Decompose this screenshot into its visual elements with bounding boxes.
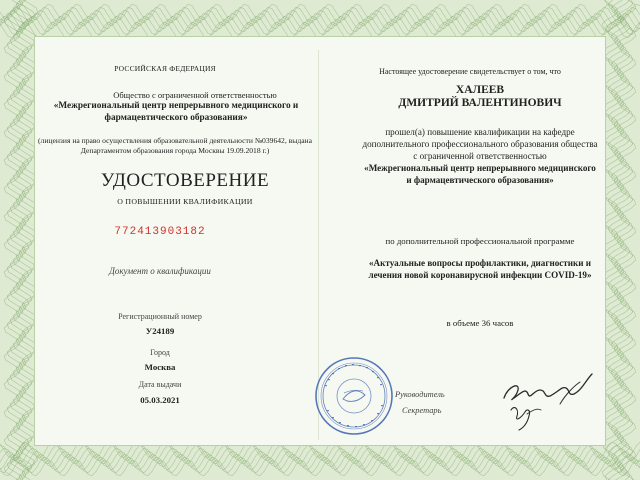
- holder-given-names: ДМИТРИЙ ВАЛЕНТИНОВИЧ: [398, 97, 562, 109]
- city-value: Москва: [144, 362, 176, 372]
- issue-date-value: 05.03.2021: [140, 395, 180, 405]
- holder-surname: ХАЛЕЕВ: [455, 84, 505, 96]
- federation-label: РОССИЙСКАЯ ФЕДЕРАЦИЯ: [114, 64, 216, 73]
- document-subtitle: О ПОВЫШЕНИИ КВАЛИФИКАЦИИ: [117, 197, 253, 206]
- secretary-signature: [505, 400, 545, 432]
- secretary-label: Секретарь: [402, 406, 442, 415]
- license-line2: Департаментом образования города Москвы 19.09.2018 г.): [80, 146, 270, 155]
- city-label: Город: [150, 348, 170, 357]
- program-intro: по дополнительной профессиональной программе: [385, 236, 575, 246]
- head-label: Руководитель: [395, 390, 445, 399]
- training-text-line3: с ограниченной ответственностью: [413, 151, 547, 161]
- document-type: Документ о квалификации: [109, 266, 211, 276]
- org-name-line1: «Межрегиональный центр непрерывного медицинского и: [53, 101, 299, 111]
- course-title-line1: «Актуальные вопросы профилактики, диагностики и: [369, 258, 591, 268]
- course-title-line2: лечения новой коронавирусной инфекции COVID-19»: [368, 270, 592, 280]
- course-hours: в объеме 36 часов: [446, 318, 514, 328]
- training-text-line4: «Межрегиональный центр непрерывного медицинского: [364, 163, 596, 173]
- document-title: УДОСТОВЕРЕНИЕ: [100, 170, 270, 191]
- training-text-line5: и фармацевтического образования»: [406, 175, 554, 185]
- license-line1: (лицензия на право осуществления образовательной деятельности №039642, выдана: [38, 136, 312, 145]
- serial-number: 772413903182: [114, 226, 206, 238]
- organization-seal: [313, 355, 395, 437]
- training-text-line1: прошел(а) повышение квалификации на кафедре: [385, 127, 575, 137]
- registration-number: У24189: [145, 326, 175, 336]
- org-intro: Общество с ограниченной ответственностью: [113, 90, 277, 100]
- org-name-line2: фармацевтического образования»: [104, 113, 248, 123]
- registration-label: Регистрационный номер: [118, 312, 202, 321]
- certifies-intro: Настоящее удостоверение свидетельствует о том, что: [379, 67, 561, 76]
- training-text-line2: дополнительного профессионального образования общества: [362, 139, 598, 149]
- issue-date-label: Дата выдачи: [138, 380, 182, 389]
